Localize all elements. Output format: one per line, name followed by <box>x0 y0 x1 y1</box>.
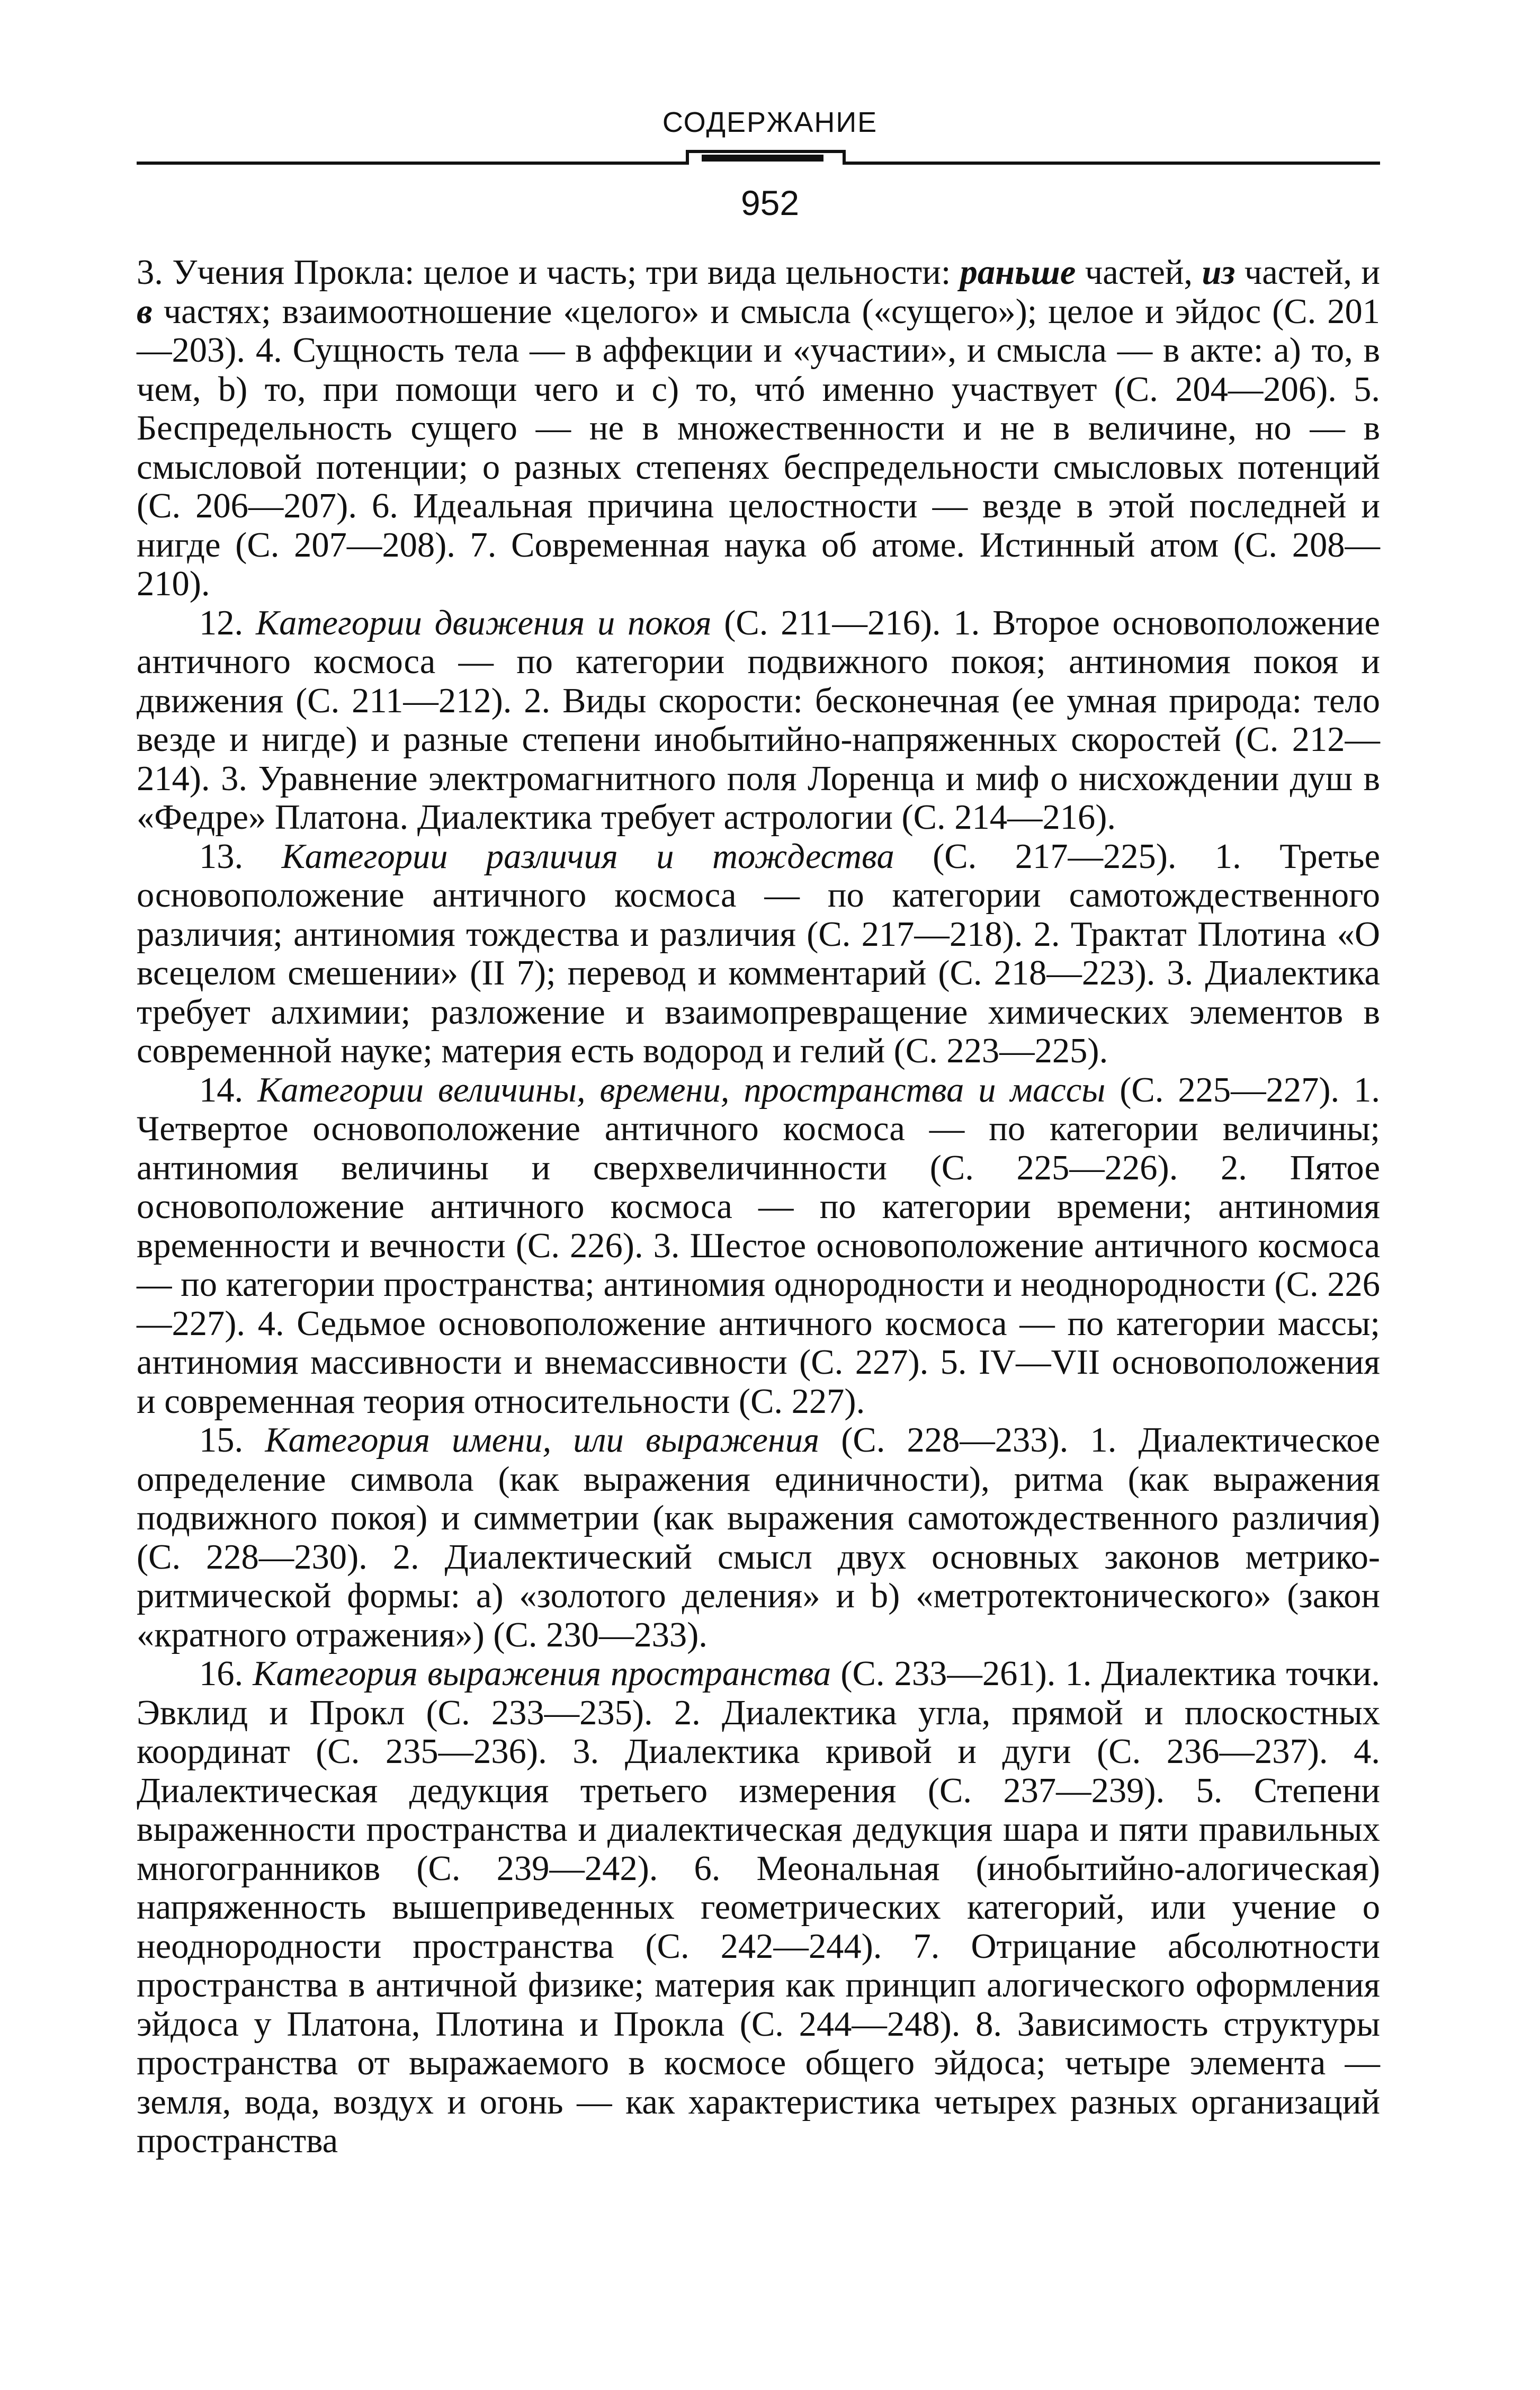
entry-text: частей, и <box>1235 253 1380 292</box>
page-number: 952 <box>740 183 800 222</box>
entry-text: (С. 228—233). 1. Диалектическое определение символа (как выражения единичности), ритма (как выражения подвижного покоя) и симметрии (как выражения самотождественного различия) (С. 228—230). 2. Диалектический смысл двух основных законов метрико-ритмической формы: a) «золотого деления» и b) «метротектонического» (закон «кратного отражения») (С. 230—233). <box>137 1421 1380 1654</box>
entry-text: частях; взаимоотношение «целого» и смысла («сущего»); целое и эйдос (С. 201—203). 4. Сущность тела — в аффекции и «участии», и смысла — в акте: a) то, в чем, b) то, при помощи чего и c) то, чтó именно участвует (С. 204—206). 5. Беспредельность сущего — не в множественности и не в величине, но — в смысловой потенции; о разных степенях беспредельности смысловых потенций (С. 206—207). 6. Идеальная причина целостности — везде в этой последней и нигде (С. 207—208). 7. Современная наука об атоме. Истинный атом (С. 208—210). <box>137 292 1380 603</box>
contents-entry <box>137 837 1380 1071</box>
entry-emphasis: из <box>1202 253 1235 292</box>
entry-text: 13. <box>199 837 282 876</box>
entry-emphasis: Категории движения и покоя <box>255 603 712 642</box>
contents-text <box>137 253 1380 2161</box>
entry-text: частей, <box>1076 253 1202 292</box>
entry-text: 3. Учения Прокла: целое и часть; три вида цельности: <box>137 253 960 292</box>
running-title: СОДЕРЖАНИЕ <box>662 106 878 138</box>
entry-text: 12. <box>199 603 256 642</box>
contents-entry <box>137 1654 1380 2161</box>
entry-text: 16. <box>199 1654 253 1693</box>
contents-entry <box>137 604 1380 837</box>
entry-emphasis: Категория выражения пространства <box>253 1654 831 1693</box>
entry-emphasis: Категории различия и тождества <box>281 837 894 876</box>
header-rule-tab-fill <box>702 155 823 162</box>
entry-text: (С. 217—225). 1. Третье основоположение античного космоса — по категории самотождественного различия; антиномия тождества и различия (С. 217—218). 2. Трактат Плотина «О всецелом смешении» (II 7); перевод и комментарий (С. 218—223). 3. Диалектика требует алхимии; разложение и взаимопревращение химических элементов в современной науке; материя есть водород и гелий (С. 223—225). <box>137 837 1380 1070</box>
entry-emphasis: в <box>137 292 153 331</box>
entry-text: (С. 211—216). 1. Второе основоположение античного космоса — по категории подвижного покоя; антиномия покоя и движения (С. 211—212). 2. Виды скорости: бесконечная (ее умная природа: тело везде и нигде) и разные степени инобытийно-напряженных скоростей (С. 212—214). 3. Уравнение электромагнитного поля Лоренца и миф о нисхождении душ в «Федре» Платона. Диалектика требует астрологии (С. 214—216). <box>137 603 1380 837</box>
entry-text: (С. 233—261). 1. Диалектика точки. Эвклид и Прокл (С. 233—235). 2. Диалектика угла, прямой и плоскостных координат (С. 235—236). 3. Диалектика кривой и дуги (С. 236—237). 4. Диалектическая дедукция третьего измерения (С. 237—239). 5. Степени выраженности пространства и диалектическая дедукция шара и пяти правильных многогранников (С. 239—242). 6. Меональная (инобытийно-алогическая) напряженность вышеприведенных геометрических категорий, или учение о неоднородности пространства (С. 242—244). 7. Отрицание абсолютности пространства в античной физике; материя как принцип алогического оформления эйдоса у Платона, Плотина и Прокла (С. 244—248). 8. Зависимость структуры пространства от выражаемого в космосе общего эйдоса; четыре элемента — земля, вода, воздух и огонь — как характеристика четырех разных организаций пространства <box>137 1654 1381 2160</box>
entry-text: 15. <box>199 1421 265 1460</box>
entry-emphasis: Категория имени, или выражения <box>265 1421 820 1460</box>
entry-text: 14. <box>199 1070 258 1109</box>
entry-emphasis: Категории величины, времени, пространства и массы <box>257 1070 1106 1109</box>
contents-entry <box>137 1421 1380 1654</box>
contents-entry <box>137 253 1380 604</box>
entry-emphasis: раньше <box>960 253 1076 292</box>
contents-entry <box>137 1071 1380 1421</box>
entry-text: (С. 225—227). 1. Четвертое основоположение античного космоса — по категории величины; антиномия величины и сверхвеличинности (С. 225—226). 2. Пятое основоположение античного космоса — по категории времени; антиномия временности и вечности (С. 226). 3. Шестое основоположение античного космоса — по категории пространства; антиномия однородности и неоднородности (С. 226—227). 4. Седьмое основоположение античного космоса — по категории массы; антиномия массивности и внемассивности (С. 227). 5. IV—VII основоположения и современная теория относительности (С. 227). <box>137 1070 1381 1421</box>
